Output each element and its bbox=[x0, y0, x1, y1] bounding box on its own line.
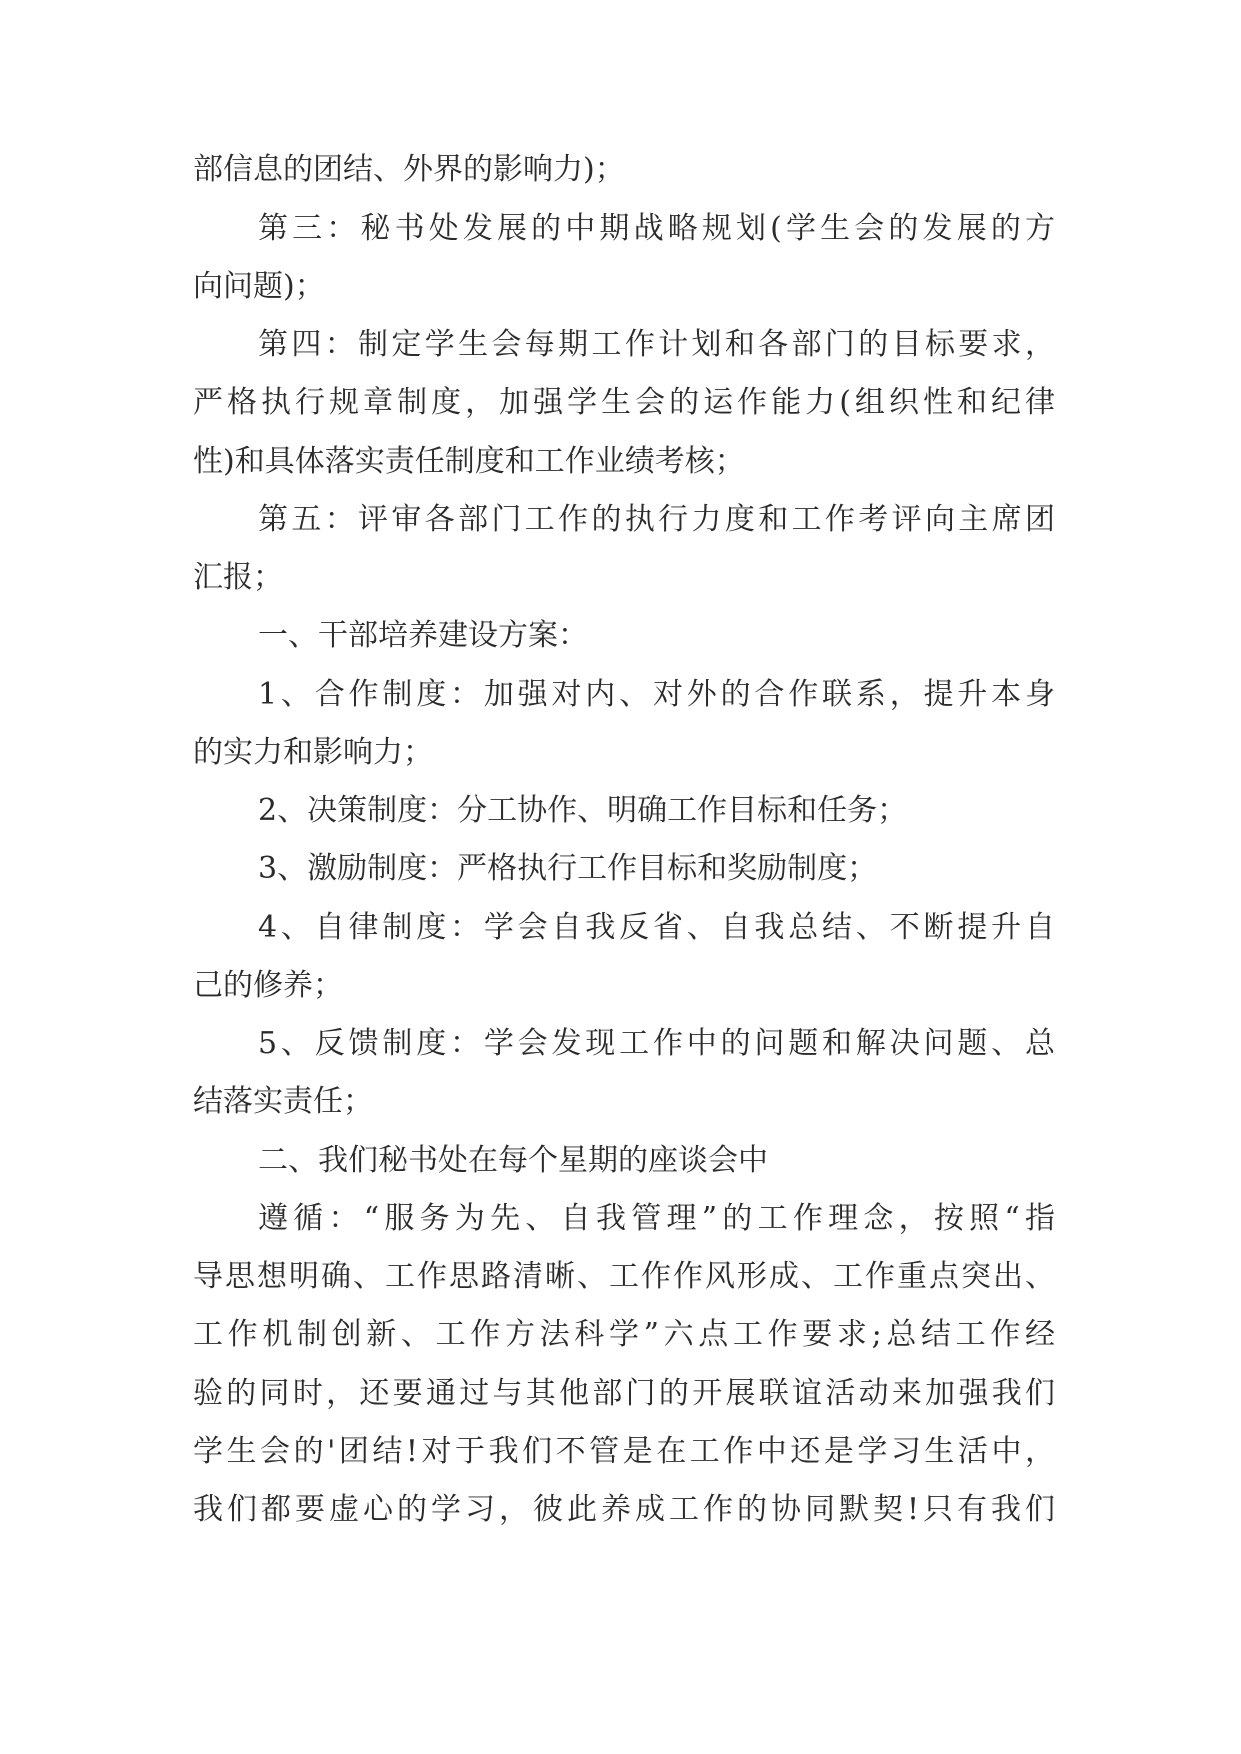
text-line: 的实力和影响力； bbox=[193, 735, 433, 770]
text-line: 验的同时，还要通过与其他部门的开展联谊活动来加强我们 bbox=[193, 1376, 1055, 1411]
text-line: 严格执行规章制度，加强学生会的运作能力(组织性和纪律 bbox=[193, 385, 1055, 420]
text-line: 第五：评审各部门工作的执行力度和工作考评向主席团 bbox=[258, 502, 1055, 537]
text-line: 2、决策制度：分工协作、明确工作目标和任务； bbox=[258, 793, 908, 828]
text-line: 汇报； bbox=[193, 560, 283, 595]
text-line: 学生会的'团结!对于我们不管是在工作中还是学习生活中， bbox=[193, 1434, 1055, 1469]
text-line: 二、我们秘书处在每个星期的座谈会中 bbox=[258, 1143, 768, 1178]
text-line: 性)和具体落实责任制度和工作业绩考核； bbox=[193, 444, 745, 479]
text-line: 己的修养； bbox=[193, 968, 343, 1003]
text-line: 遵循：“服务为先、自我管理”的工作理念，按照“指 bbox=[258, 1201, 1055, 1236]
text-line: 第四：制定学生会每期工作计划和各部门的目标要求， bbox=[258, 327, 1055, 362]
text-line: 一、干部培养建设方案： bbox=[258, 618, 588, 653]
text-line: 部信息的团结、外界的影响力)； bbox=[193, 152, 625, 187]
text-line: 4、自律制度：学会自我反省、自我总结、不断提升自 bbox=[258, 910, 1055, 945]
text-line: 5、反馈制度：学会发现工作中的问题和解决问题、总 bbox=[258, 1026, 1055, 1061]
text-line: 3、激励制度：严格执行工作目标和奖励制度； bbox=[258, 851, 878, 886]
text-line: 结落实责任； bbox=[193, 1084, 373, 1119]
text-line: 第三：秘书处发展的中期战略规划(学生会的发展的方 bbox=[258, 211, 1055, 246]
text-line: 1、合作制度：加强对内、对外的合作联系，提升本身 bbox=[258, 677, 1055, 712]
text-line: 我们都要虚心的学习，彼此养成工作的协同默契!只有我们 bbox=[193, 1492, 1055, 1527]
text-line: 导思想明确、工作思路清晰、工作作风形成、工作重点突出、 bbox=[193, 1259, 1055, 1294]
text-line: 工作机制创新、工作方法科学”六点工作要求;总结工作经 bbox=[193, 1317, 1055, 1352]
text-line: 向问题)； bbox=[193, 269, 325, 304]
